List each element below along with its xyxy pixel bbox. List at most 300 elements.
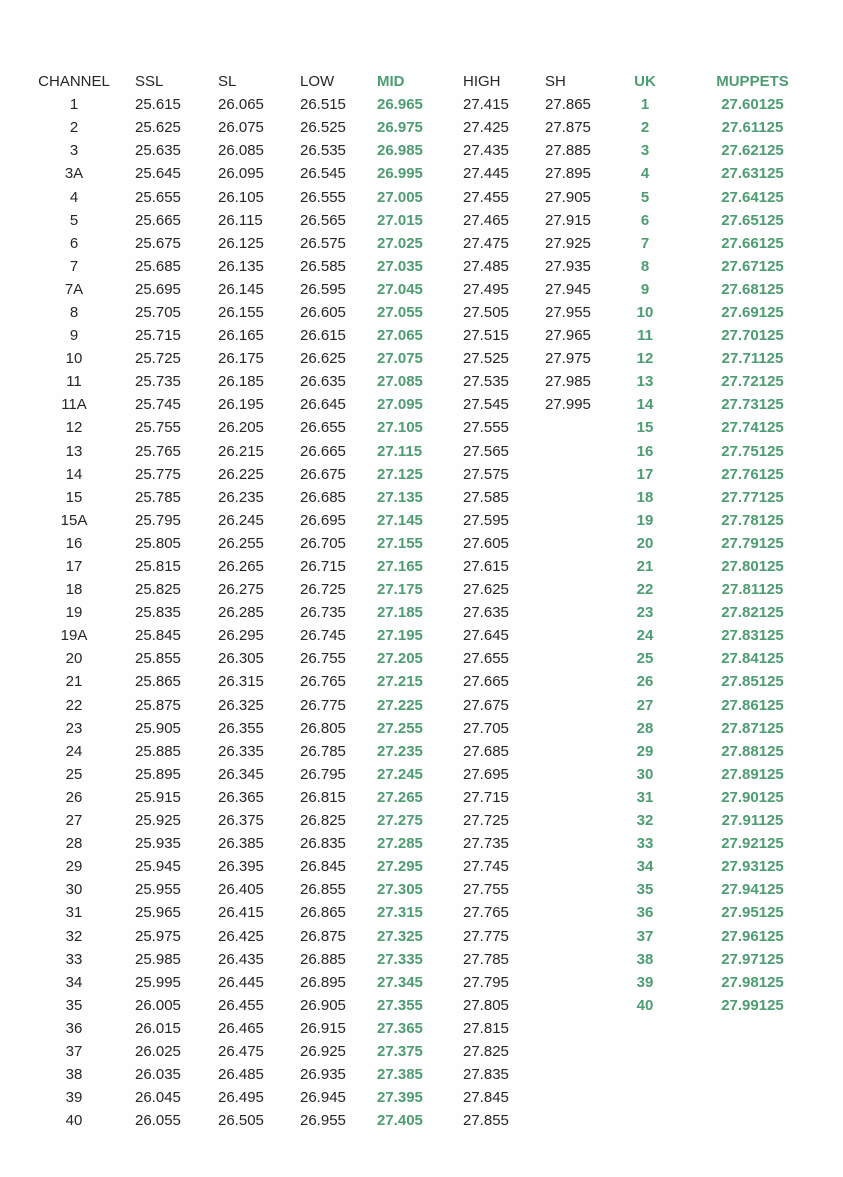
cell-uk: 5 [640,188,650,206]
cell-ssl: 25.675 [135,234,181,252]
cell-muppets: 27.88125 [721,742,784,760]
cell-muppets: 27.69125 [721,303,784,321]
cell-channel: 32 [65,927,83,945]
cell-muppets: 27.95125 [721,904,784,922]
cell-low: 26.825 [300,812,346,830]
cell-channel: 33 [65,950,83,968]
cell-channel: 37 [65,1042,83,1060]
cell-high: 27.505 [463,303,509,321]
cell-muppets: 27.84125 [721,650,784,668]
cell-mid: 26.975 [377,119,423,137]
cell-uk: 6 [640,211,650,229]
cell-sh [540,832,628,855]
cell-ssl: 26.015 [135,1019,181,1037]
cell-high: 27.635 [463,604,509,622]
cell-high: 27.835 [463,1066,509,1084]
cell-ssl: 25.615 [135,96,181,114]
table-row [28,624,843,647]
cell-uk: 22 [636,581,654,599]
cell-uk: 11 [637,327,653,345]
cell-low: 26.595 [300,280,346,298]
cell-sl: 26.395 [218,858,264,876]
cell-channel: 38 [65,1066,83,1084]
table-row [28,347,843,370]
cell-sl: 26.385 [218,835,264,853]
cell-high: 27.665 [463,673,509,691]
cell-sh [540,578,628,601]
cell-mid: 27.045 [377,280,423,298]
cell-channel: 40 [65,1112,83,1130]
cell-mid: 27.275 [377,812,423,830]
table-row [28,185,843,208]
cell-mid: 27.335 [377,950,423,968]
cell-high: 27.605 [463,534,509,552]
cell-sh: 27.875 [545,119,591,137]
cell-high: 27.425 [463,119,509,137]
cell-muppets: 27.98125 [721,973,784,991]
cell-sl: 26.455 [218,996,264,1014]
cell-mid: 27.085 [377,373,423,391]
cell-high: 27.485 [463,257,509,275]
cell-sl: 26.505 [218,1112,264,1130]
cell-sl: 26.415 [218,904,264,922]
cell-mid: 27.145 [377,511,423,529]
cell-low: 26.955 [300,1112,346,1130]
cell-channel: 5 [69,211,79,229]
cell-mid: 27.015 [377,211,423,229]
cell-sh [540,809,628,832]
cell-uk: 23 [636,604,654,622]
table-row [28,324,843,347]
cell-sl: 26.185 [218,373,264,391]
cell-sh [540,624,628,647]
cell-uk [628,1086,662,1109]
cell-uk: 14 [636,396,654,414]
cell-muppets: 27.75125 [721,442,784,460]
cell-muppets: 27.72125 [721,373,784,391]
cell-sh: 27.965 [545,327,591,345]
table-row [28,601,843,624]
cell-sh [540,924,628,947]
cell-low: 26.515 [300,96,346,114]
cell-muppets: 27.65125 [721,211,784,229]
cell-channel: 2 [69,119,79,137]
cell-uk: 18 [636,488,654,506]
cell-sh: 27.915 [545,211,591,229]
cell-uk: 15 [636,419,654,437]
cell-mid: 27.205 [377,650,423,668]
cell-low: 26.665 [300,442,346,460]
cell-uk: 31 [636,788,654,806]
cell-muppets: 27.96125 [721,927,784,945]
cell-sh [540,855,628,878]
cell-muppets: 27.63125 [721,165,784,183]
table-row [28,1017,843,1040]
table-row [28,832,843,855]
cell-ssl: 25.885 [135,742,181,760]
cell-low: 26.855 [300,881,346,899]
cell-mid: 27.265 [377,788,423,806]
cell-ssl: 26.025 [135,1042,181,1060]
cell-uk [628,1017,662,1040]
cell-ssl: 25.695 [135,280,181,298]
cell-high: 27.455 [463,188,509,206]
cell-low: 26.805 [300,719,346,737]
cell-high: 27.725 [463,812,509,830]
cell-sh: 27.905 [545,188,591,206]
cell-ssl: 25.925 [135,812,181,830]
table-row [28,924,843,947]
table-row [28,786,843,809]
cell-uk: 35 [636,881,654,899]
table-row [28,971,843,994]
cell-high: 27.825 [463,1042,509,1060]
cell-mid: 27.055 [377,303,423,321]
cell-sl: 26.085 [218,142,264,160]
cell-low: 26.845 [300,858,346,876]
cell-uk: 8 [640,257,650,275]
cell-ssl: 25.845 [135,627,181,645]
cell-uk: 34 [636,858,654,876]
cell-high: 27.715 [463,788,509,806]
cell-low: 26.745 [300,627,346,645]
cell-uk [628,1109,662,1132]
cell-high: 27.745 [463,858,509,876]
cell-mid: 27.285 [377,835,423,853]
cell-low: 26.535 [300,142,346,160]
cell-sl: 26.075 [218,119,264,137]
table-row [28,855,843,878]
cell-ssl: 25.975 [135,927,181,945]
cell-muppets: 27.80125 [721,558,784,576]
cell-sl: 26.295 [218,627,264,645]
cell-low: 26.705 [300,534,346,552]
cell-ssl: 26.055 [135,1112,181,1130]
cell-sl: 26.355 [218,719,264,737]
cell-sl: 26.405 [218,881,264,899]
cell-channel: 3A [64,165,84,183]
table-row [28,116,843,139]
cell-ssl: 25.985 [135,950,181,968]
cell-sl: 26.145 [218,280,264,298]
cell-uk: 32 [636,812,654,830]
cell-ssl: 25.935 [135,835,181,853]
cell-mid: 27.135 [377,488,423,506]
cell-uk: 2 [640,119,650,137]
cell-ssl: 25.765 [135,442,181,460]
cell-uk: 30 [636,765,654,783]
cell-ssl: 26.005 [135,996,181,1014]
cell-mid: 26.985 [377,142,423,160]
cell-uk: 38 [636,950,654,968]
cell-sl: 26.305 [218,650,264,668]
cell-ssl: 25.705 [135,303,181,321]
cell-low: 26.945 [300,1089,346,1107]
cell-muppets: 27.97125 [721,950,784,968]
cell-sh [540,463,628,486]
cell-uk: 12 [636,350,654,368]
cell-low: 26.625 [300,350,346,368]
cell-high: 27.495 [463,280,509,298]
cell-channel: 10 [65,350,83,368]
cell-uk: 4 [640,165,650,183]
cell-sl: 26.235 [218,488,264,506]
frequency-table [28,70,843,1132]
cell-sh: 27.955 [545,303,591,321]
column-header-uk: UK [634,73,656,91]
cell-sl: 26.315 [218,673,264,691]
cell-sl: 26.265 [218,558,264,576]
cell-sh: 27.885 [545,142,591,160]
cell-mid: 27.295 [377,858,423,876]
cell-uk: 29 [636,742,654,760]
cell-mid: 27.305 [377,881,423,899]
cell-mid: 27.025 [377,234,423,252]
frequency-table-body [28,93,843,1132]
cell-muppets: 27.66125 [721,234,784,252]
cell-low: 26.715 [300,558,346,576]
cell-low: 26.655 [300,419,346,437]
cell-low: 26.835 [300,835,346,853]
cell-ssl: 25.875 [135,696,181,714]
cell-channel: 34 [65,973,83,991]
cell-uk: 37 [636,927,654,945]
column-header-channel: CHANNEL [38,73,110,91]
cell-muppets: 27.74125 [721,419,784,437]
cell-uk: 36 [636,904,654,922]
cell-mid: 27.325 [377,927,423,945]
table-row [28,948,843,971]
cell-uk: 26 [636,673,654,691]
cell-high: 27.855 [463,1112,509,1130]
cell-mid: 27.245 [377,765,423,783]
cell-sl: 26.485 [218,1066,264,1084]
table-row [28,555,843,578]
cell-sl: 26.255 [218,534,264,552]
cell-high: 27.525 [463,350,509,368]
cell-channel: 28 [65,835,83,853]
cell-high: 27.765 [463,904,509,922]
cell-sh [540,555,628,578]
cell-sh [540,416,628,439]
cell-sl: 26.065 [218,96,264,114]
cell-sl: 26.175 [218,350,264,368]
table-row [28,763,843,786]
cell-channel: 9 [69,327,79,345]
cell-sl: 26.125 [218,234,264,252]
column-header-sl: SL [218,73,237,91]
cell-sh [540,440,628,463]
cell-mid: 27.115 [377,442,423,460]
cell-low: 26.585 [300,257,346,275]
cell-sl: 26.475 [218,1042,264,1060]
table-row [28,578,843,601]
cell-sl: 26.425 [218,927,264,945]
cell-high: 27.535 [463,373,509,391]
cell-sh [540,1063,628,1086]
cell-mid: 27.355 [377,996,423,1014]
cell-ssl: 25.895 [135,765,181,783]
cell-uk [628,1063,662,1086]
cell-high: 27.555 [463,419,509,437]
table-row [28,878,843,901]
cell-high: 27.615 [463,558,509,576]
cell-muppets: 27.99125 [721,996,784,1014]
cell-sl: 26.435 [218,950,264,968]
cell-low: 26.685 [300,488,346,506]
cell-uk: 1 [640,96,650,114]
cell-low: 26.815 [300,788,346,806]
table-row [28,393,843,416]
cell-sh [540,1040,628,1063]
cell-low: 26.915 [300,1019,346,1037]
cell-mid: 27.255 [377,719,423,737]
cell-low: 26.545 [300,165,346,183]
table-row [28,162,843,185]
cell-muppets: 27.70125 [721,327,784,345]
cell-sl: 26.495 [218,1089,264,1107]
cell-ssl: 25.835 [135,604,181,622]
cell-uk: 9 [640,280,650,298]
cell-channel: 17 [65,558,83,576]
cell-high: 27.565 [463,442,509,460]
cell-low: 26.635 [300,373,346,391]
table-row [28,901,843,924]
cell-uk: 3 [640,142,650,160]
cell-mid: 27.075 [377,350,423,368]
cell-channel: 11 [66,373,82,391]
cell-low: 26.645 [300,396,346,414]
column-header-ssl: SSL [135,73,164,91]
cell-channel: 29 [65,858,83,876]
cell-mid: 27.195 [377,627,423,645]
cell-high: 27.595 [463,511,509,529]
cell-ssl: 25.805 [135,534,181,552]
cell-ssl: 25.745 [135,396,181,414]
cell-ssl: 25.775 [135,465,181,483]
cell-low: 26.895 [300,973,346,991]
cell-mid: 27.235 [377,742,423,760]
table-row [28,809,843,832]
cell-channel: 3 [69,142,79,160]
cell-low: 26.935 [300,1066,346,1084]
cell-low: 26.565 [300,211,346,229]
cell-uk: 25 [636,650,654,668]
cell-channel: 22 [65,696,83,714]
table-row [28,994,843,1017]
cell-sl: 26.155 [218,303,264,321]
cell-channel: 21 [65,673,83,691]
cell-muppets: 27.86125 [721,696,784,714]
cell-channel: 24 [65,742,83,760]
cell-mid: 27.095 [377,396,423,414]
cell-high: 27.515 [463,327,509,345]
cell-high: 27.705 [463,719,509,737]
cell-ssl: 25.665 [135,211,181,229]
cell-high: 27.695 [463,765,509,783]
cell-ssl: 25.725 [135,350,181,368]
cell-sl: 26.215 [218,442,264,460]
cell-sl: 26.465 [218,1019,264,1037]
cell-low: 26.865 [300,904,346,922]
cell-low: 26.695 [300,511,346,529]
cell-high: 27.465 [463,211,509,229]
cell-mid: 27.165 [377,558,423,576]
cell-muppets: 27.61125 [721,119,784,137]
cell-sh [540,717,628,740]
table-row [28,440,843,463]
cell-low: 26.795 [300,765,346,783]
cell-sh: 27.895 [545,165,591,183]
cell-low: 26.905 [300,996,346,1014]
cell-sh [540,509,628,532]
table-row [28,1063,843,1086]
cell-low: 26.615 [300,327,346,345]
cell-sl: 26.225 [218,465,264,483]
cell-mid: 27.105 [377,419,423,437]
table-row [28,416,843,439]
cell-sh [540,694,628,717]
cell-muppets: 27.78125 [721,511,784,529]
cell-high: 27.675 [463,696,509,714]
cell-high: 27.575 [463,465,509,483]
cell-channel: 7A [64,280,84,298]
cell-high: 27.735 [463,835,509,853]
table-row [28,1086,843,1109]
cell-low: 26.775 [300,696,346,714]
cell-channel: 25 [65,765,83,783]
cell-ssl: 25.755 [135,419,181,437]
cell-low: 26.555 [300,188,346,206]
cell-sh: 27.945 [545,280,591,298]
cell-sh [540,532,628,555]
cell-muppets: 27.77125 [721,488,784,506]
column-header-sh: SH [545,73,566,91]
cell-channel: 39 [65,1089,83,1107]
table-row [28,1109,843,1132]
cell-mid: 27.365 [377,1019,423,1037]
cell-ssl: 25.685 [135,257,181,275]
cell-high: 27.475 [463,234,509,252]
cell-low: 26.575 [300,234,346,252]
cell-high: 27.585 [463,488,509,506]
cell-mid: 27.065 [377,327,423,345]
cell-muppets: 27.62125 [721,142,784,160]
cell-channel: 16 [65,534,83,552]
cell-high: 27.775 [463,927,509,945]
cell-muppets: 27.91125 [721,812,784,830]
cell-sh [540,1017,628,1040]
cell-muppets: 27.73125 [721,396,784,414]
cell-muppets: 27.90125 [721,788,784,806]
cell-sl: 26.365 [218,788,264,806]
cell-mid: 27.345 [377,973,423,991]
cell-uk: 28 [636,719,654,737]
cell-sl: 26.345 [218,765,264,783]
cell-high: 27.625 [463,581,509,599]
cell-mid: 27.035 [377,257,423,275]
cell-ssl: 25.655 [135,188,181,206]
cell-channel: 19A [60,627,88,645]
cell-muppets [662,1017,843,1040]
table-row [28,740,843,763]
cell-uk [628,1040,662,1063]
cell-channel: 36 [65,1019,83,1037]
cell-high: 27.785 [463,950,509,968]
cell-uk: 21 [636,558,654,576]
cell-channel: 8 [69,303,79,321]
cell-muppets: 27.60125 [721,96,784,114]
